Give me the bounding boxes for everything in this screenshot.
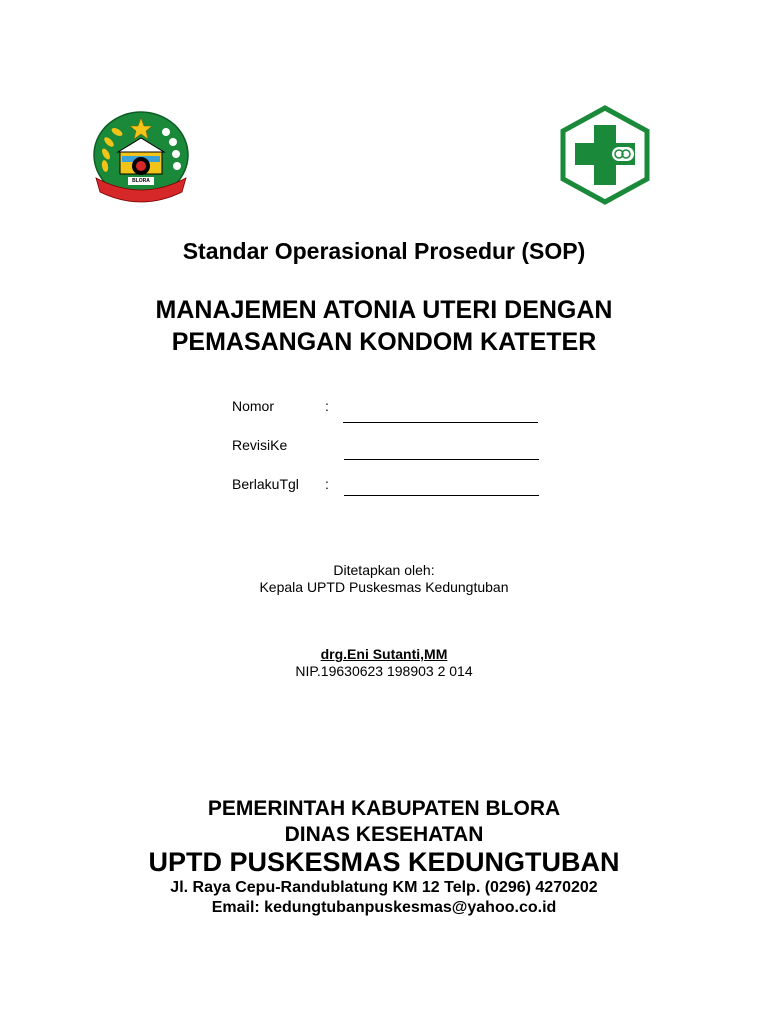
blora-regency-emblem-icon	[92, 110, 190, 208]
document-title-line-2: PEMASANGAN KONDOM KATETER	[171, 328, 597, 356]
footer-email: Email: kedungtubanpuskesmas@yahoo.co.id	[211, 899, 557, 916]
footer-uptd: UPTD PUSKESMAS KEDUNGTUBAN	[148, 847, 620, 877]
footer-address: Jl. Raya Cepu-Randublatung KM 12 Telp. (0296) 4270202	[170, 879, 598, 896]
document-title	[0, 294, 768, 358]
footer-pemerintah: PEMERINTAH KABUPATEN BLORA	[207, 797, 561, 820]
signer-name: drg.Eni Sutanti,MM	[320, 646, 448, 662]
nomor-field-line	[343, 422, 538, 423]
revisi-field-line	[344, 459, 539, 460]
sop-title: Standar Operasional Prosedur (SOP)	[182, 238, 586, 264]
nomor-colon: :	[325, 398, 329, 414]
ditetapkan-label: Ditetapkan oleh:	[333, 562, 435, 578]
document-title-line-1: MANAJEMEN ATONIA UTERI DENGAN	[155, 296, 613, 324]
nomor-label: Nomor	[232, 398, 275, 414]
berlaku-colon: :	[325, 476, 329, 492]
berlaku-label: BerlakuTgl	[232, 476, 299, 492]
puskesmas-cross-logo-icon	[558, 105, 652, 205]
logo-left-text: BLORA	[132, 178, 150, 184]
signer-nip: NIP.19630623 198903 2 014	[295, 663, 473, 679]
berlaku-field-line	[344, 495, 539, 496]
revisi-label: RevisiKe	[232, 437, 288, 453]
footer-dinas: DINAS KESEHATAN	[284, 823, 484, 846]
jabatan-text: Kepala UPTD Puskesmas Kedungtuban	[259, 579, 509, 595]
